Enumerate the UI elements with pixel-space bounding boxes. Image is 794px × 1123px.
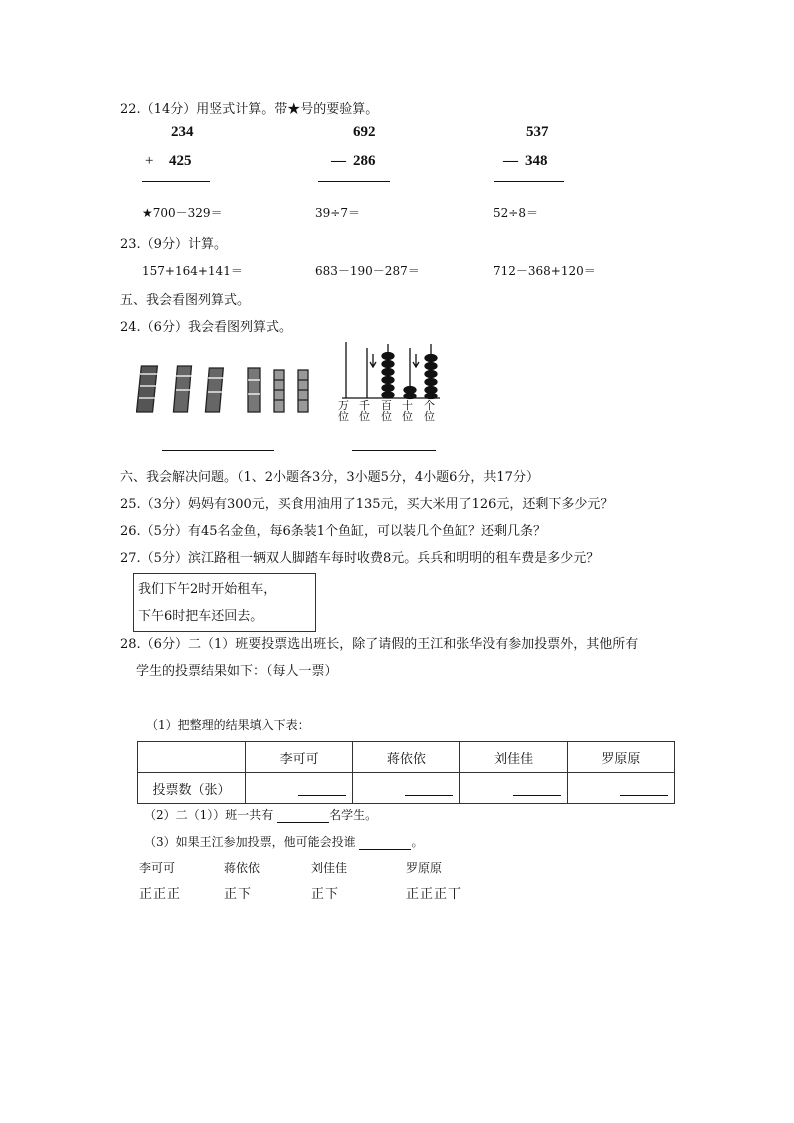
q22-v3-rule [494, 181, 564, 182]
q28-sub2-suffix: 名学生。 [329, 808, 378, 822]
vote-table-row-label: 投票数（张） [138, 773, 246, 804]
q28-sub3-blank[interactable] [359, 835, 411, 850]
q22-v2-rule [318, 181, 390, 182]
q28-sub2-blank[interactable] [277, 808, 329, 823]
abacus-label-qian: 千位 [359, 399, 370, 423]
tally-marks-2: 正下 [224, 887, 253, 902]
q22-v2-top: 692 [353, 124, 376, 140]
q22-header: 22.（14分）用竖式计算。带★号的要验算。 [120, 102, 379, 117]
q28-line-1: 28.（6分）二（1）班要投票选出班长，除了请假的王江和张华没有参加投票外，其他所有 [120, 637, 639, 652]
q24-answer-line-1[interactable] [162, 450, 274, 451]
abacus-figure [340, 340, 446, 404]
q22-calc-2: 39÷7＝ [315, 206, 360, 220]
q22-v3-top: 537 [526, 124, 549, 140]
q28-line-2: 学生的投票结果如下：（每人一票） [136, 664, 338, 679]
q28-sub3-prefix: （3）如果王江参加投票，他可能会投谁 [144, 835, 356, 849]
tally-marks-1: 正正正 [139, 887, 182, 902]
tally-name-4: 罗原原 [406, 861, 443, 875]
q23-item-1: 157+164+141＝ [142, 264, 243, 278]
q25-text: 25.（3分）妈妈有300元，买食用油用了135元，买大米用了126元，还剩下多少元？ [120, 497, 614, 512]
q22-v1-bottom: 425 [169, 153, 192, 169]
stick-bundle-1 [137, 366, 158, 412]
q28-sub2 [144, 806, 377, 823]
stick-bundle-4 [248, 368, 260, 412]
stick-bundle-3 [205, 368, 224, 412]
tally-name-3: 刘佳佳 [311, 861, 348, 875]
vote-count-cell[interactable] [246, 773, 353, 804]
vote-table-header-cell: 罗原原 [567, 742, 674, 773]
q28-sub3-suffix: 。 [411, 835, 424, 849]
vote-table-header-cell: 蒋依依 [353, 742, 460, 773]
tally-name-1: 李可可 [139, 861, 176, 875]
counting-sticks-figure [136, 360, 336, 420]
abacus-label-bai: 百位 [381, 399, 392, 423]
vote-table [137, 741, 675, 804]
abacus-label-shi: 十位 [402, 399, 413, 423]
stick-bundle-5 [274, 370, 284, 412]
q27-box-line-2: 下午6时把车还回去。 [138, 609, 264, 624]
vote-count-blank[interactable] [620, 781, 668, 796]
abacus-label-ge: 个位 [424, 399, 435, 423]
q24-header: 24.（6分）我会看图列算式。 [120, 320, 292, 335]
q22-v2-op: — [331, 153, 346, 169]
q22-v3-op: — [503, 153, 518, 169]
q22-v3-bottom: 348 [525, 153, 548, 169]
tally-marks-3: 正下 [311, 887, 340, 902]
q22-v2-bottom: 286 [353, 153, 376, 169]
vote-count-cell[interactable] [567, 773, 674, 804]
vote-count-blank[interactable] [513, 781, 561, 796]
q28-sub1: （1）把整理的结果填入下表： [146, 718, 310, 732]
q27-box-line-1: 我们下午2时开始租车， [138, 582, 277, 597]
q23-item-2: 683－190－287＝ [315, 264, 420, 278]
q27-info-box [133, 573, 316, 632]
q23-header: 23.（9分）计算。 [120, 237, 227, 252]
abacus-label-wan: 万位 [338, 399, 349, 423]
q24-answer-line-2[interactable] [352, 450, 436, 451]
vote-count-cell[interactable] [353, 773, 460, 804]
vote-table-header-cell: 李可可 [246, 742, 353, 773]
q28-sub2-prefix: （2）二（1））班一共有 [144, 808, 274, 822]
q22-v1-top: 234 [171, 124, 194, 140]
vote-table-header-row [138, 742, 675, 773]
q22-v1-op: + [145, 153, 154, 169]
q23-item-3: 712－368+120＝ [493, 264, 596, 278]
vote-count-blank[interactable] [405, 781, 453, 796]
q22-v1-rule [142, 181, 210, 182]
vote-table-corner [138, 742, 246, 773]
vote-table-count-row [138, 773, 675, 804]
section-6-title: 六、我会解决问题。（1、2小题各3分，3小题5分，4小题6分，共17分） [120, 470, 539, 485]
tally-marks-4: 正正正丅 [406, 887, 463, 902]
q22-calc-1: ★700－329＝ [142, 206, 223, 220]
stick-bundle-6 [298, 370, 308, 412]
vote-table-header-cell: 刘佳佳 [460, 742, 567, 773]
q22-calc-3: 52÷8＝ [493, 206, 538, 220]
vote-count-cell[interactable] [460, 773, 567, 804]
tally-name-2: 蒋依依 [224, 861, 261, 875]
q28-sub3 [144, 833, 423, 850]
q26-text: 26.（5分）有45名金鱼，每6条装1个鱼缸，可以装几个鱼缸？还剩几条？ [120, 524, 547, 539]
q27-text: 27.（5分）滨江路租一辆双人脚踏车每时收费8元。兵兵和明明的租车费是多少元？ [120, 551, 600, 566]
stick-bundle-2 [173, 366, 192, 412]
vote-count-blank[interactable] [298, 781, 346, 796]
section-5-title: 五、我会看图列算式。 [120, 293, 251, 308]
